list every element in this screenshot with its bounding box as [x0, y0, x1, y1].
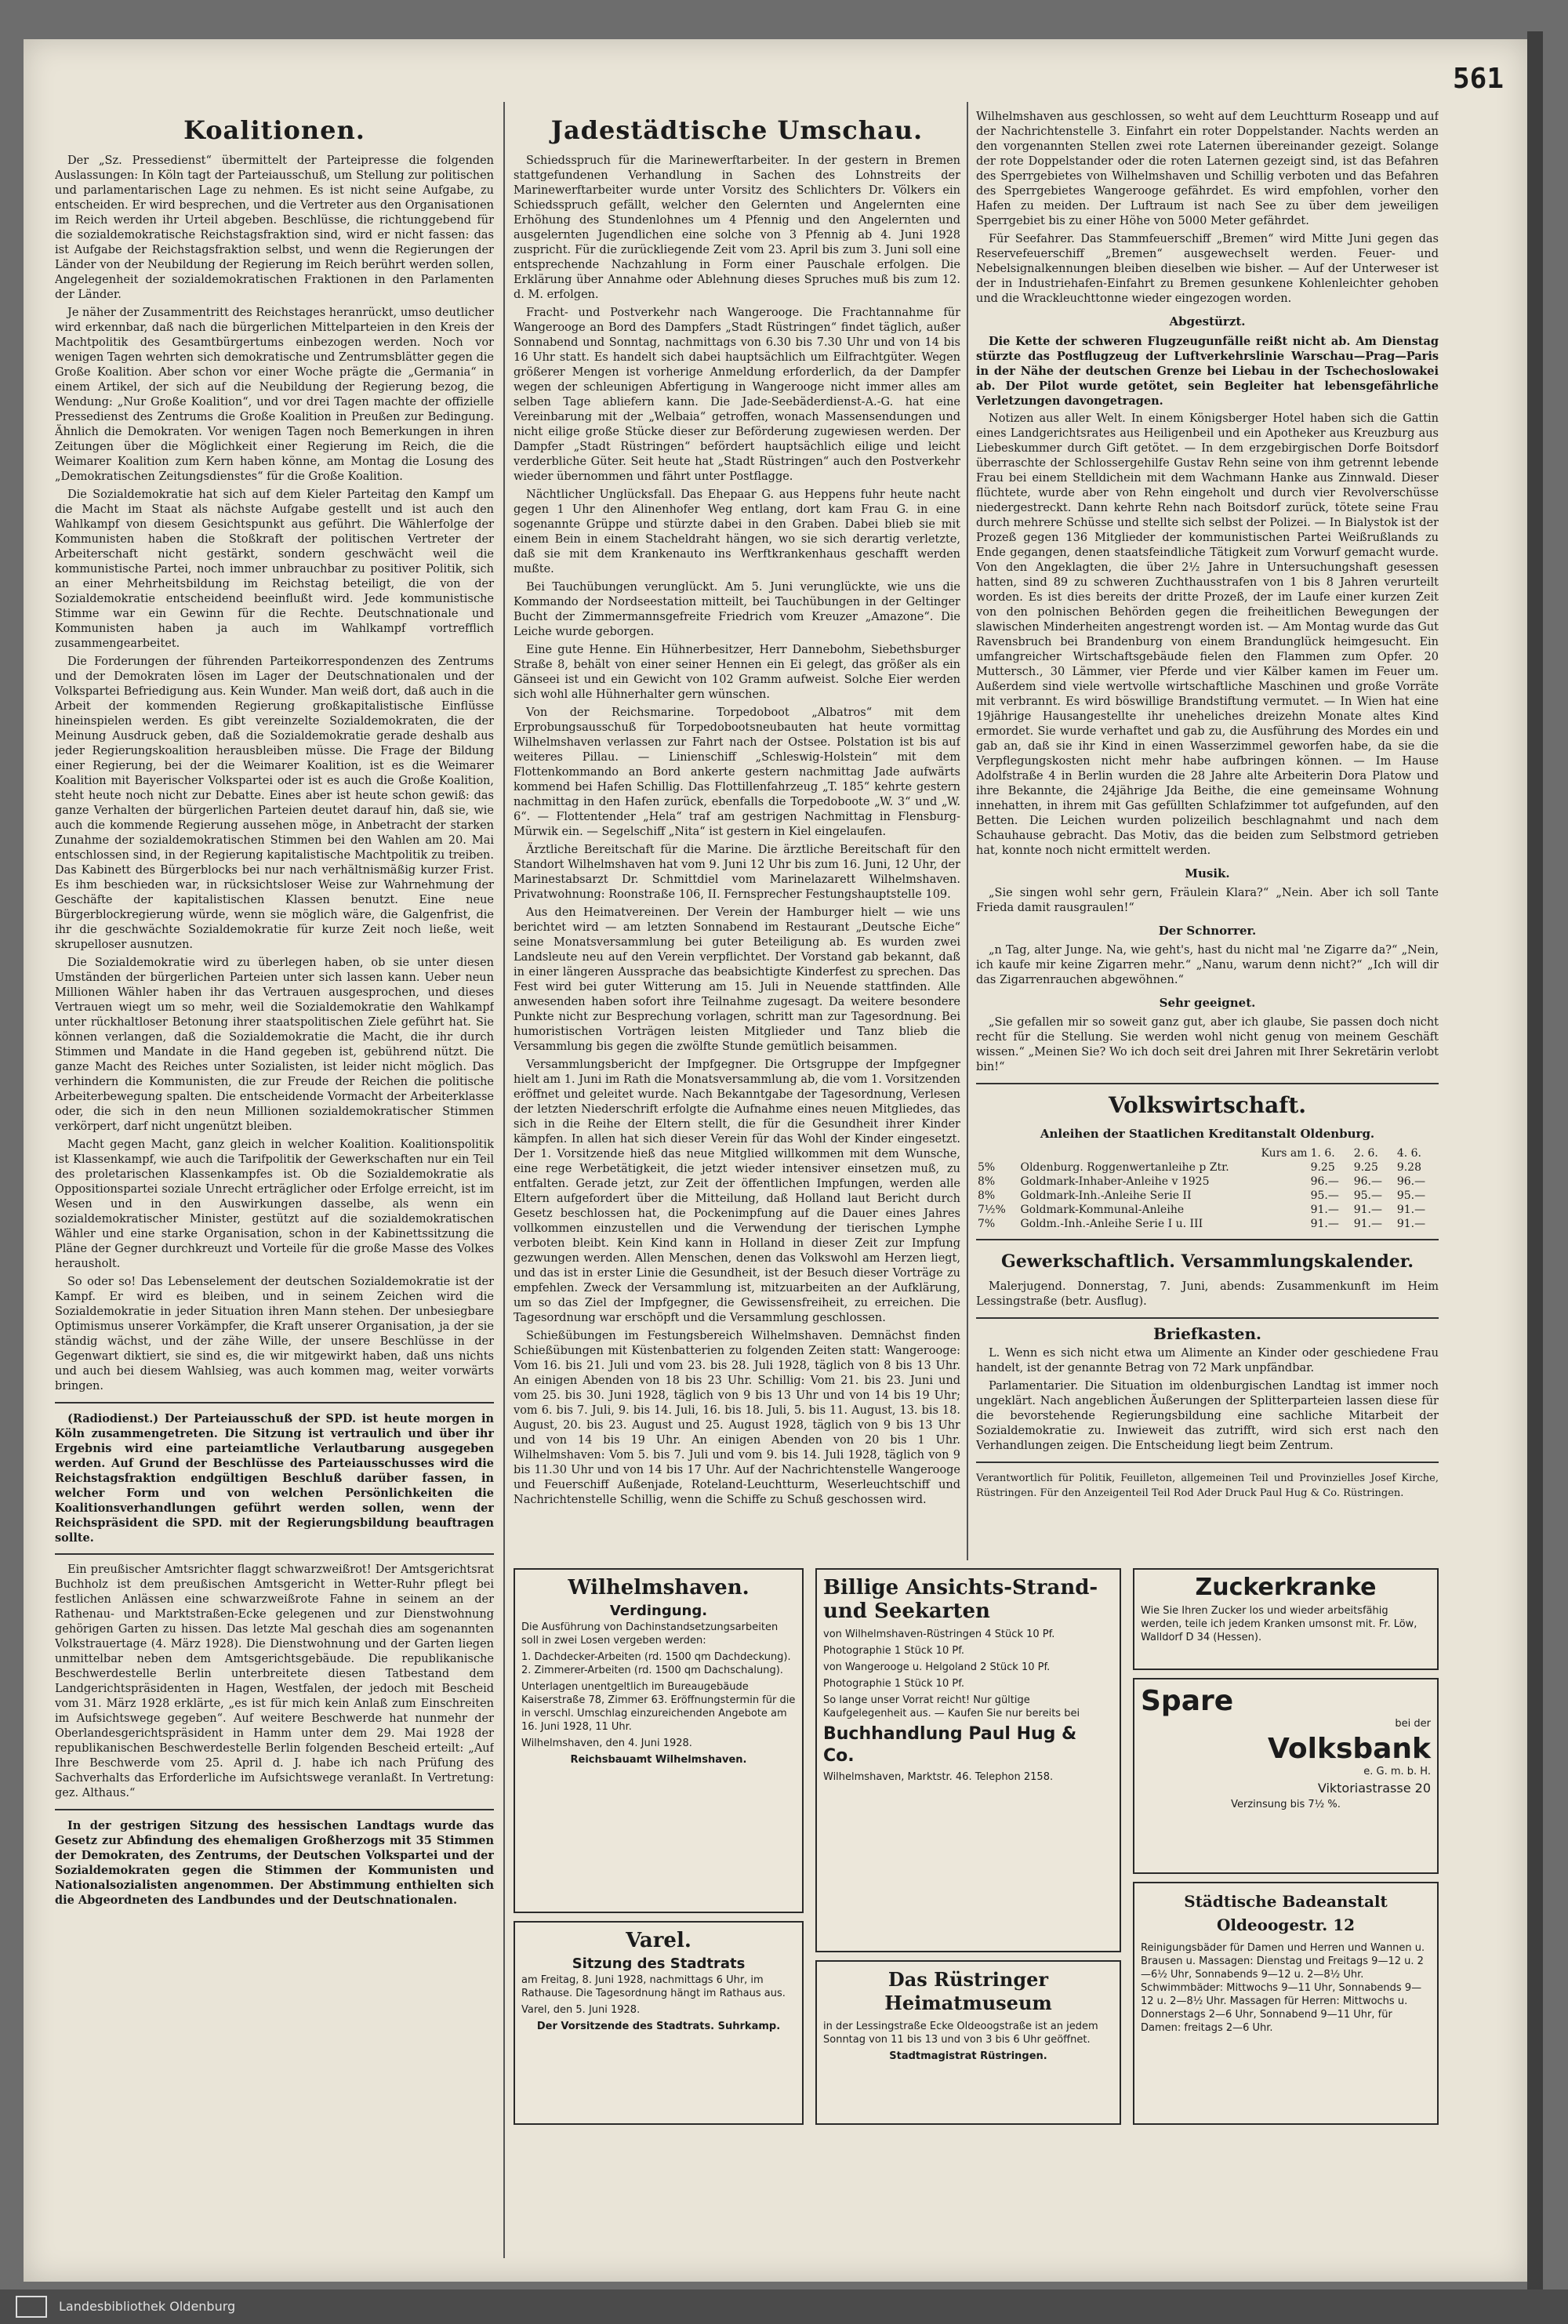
- column-three: [976, 110, 1439, 1560]
- table-row: [976, 1189, 1439, 1203]
- table-cell: 96.—: [1310, 1175, 1339, 1188]
- table-cell: 9.28: [1396, 1161, 1421, 1174]
- ad-zuckerkranke: [1133, 1568, 1439, 1670]
- column-jadestaedtische-umschau: [514, 110, 960, 1560]
- column-rule: [503, 102, 505, 2258]
- ad-text: Die Ausführung von Dachinstandsetzungsarbeiten soll in zwei Losen vergeben werden:: [521, 1621, 779, 1647]
- ad-date: Varel, den 5. Juni 1928.: [521, 2004, 641, 2016]
- table-cell: 91.—: [1353, 1218, 1382, 1230]
- ad-heimatmuseum: [815, 1960, 1121, 2125]
- article-paragraph: Parlamentarier. Die Situation im oldenburgischen Landtag ist immer noch ungeklärt. Nach angeblichen Äußerungen der Splitterparteien lassen diese für die bevorstehende Regierungsbildung eine sachliche Mitarbeit der Sozialdemokratie zu. Inwieweit das zutrifft, wird sich erst nach den Verhandlungen zeigen. Die Entscheidung liegt beim Zentrum.: [976, 1380, 1439, 1452]
- joke-paragraph: „n Tag, alter Junge. Na, wie geht's, hast du nicht mal 'ne Zigarre da?“ „Nein, ich kaufe mir keine Zigarren mehr.“ „Nanu, warum denn nicht?“ „Ich will dir das Zigarrenrauchen abgewöhnen.“: [976, 944, 1439, 986]
- ad-text: Photographie 1 Stück 10 Pf.: [823, 1678, 964, 1690]
- table-row: [976, 1146, 1439, 1160]
- ad-title: Wilhelmshaven.: [568, 1576, 750, 1600]
- article-paragraph: L. Wenn es sich nicht etwa um Alimente an Kinder oder geschiedene Frau handelt, ist der genannte Betrag von 72 Mark unpfändbar.: [976, 1347, 1439, 1374]
- table-cell: 7%: [978, 1218, 996, 1230]
- newspaper-page: [24, 39, 1527, 2282]
- table-cell: 91.—: [1353, 1204, 1382, 1216]
- ad-address: Viktoriastrasse 20: [1317, 1781, 1431, 1796]
- table-cell: 4. 6.: [1396, 1147, 1421, 1160]
- ad-firm: Buchhandlung Paul Hug & Co.: [823, 1724, 1077, 1766]
- table-cell: 1. 6.: [1310, 1147, 1335, 1160]
- ad-text: 1. Dachdecker-Arbeiten (rd. 1500 qm Dachdeckung). 2. Zimmerer-Arbeiten (rd. 1500 qm Dachschalung).: [521, 1651, 791, 1676]
- ad-title: Varel.: [626, 1929, 691, 1952]
- ad-text: Photographie 1 Stück 10 Pf.: [823, 1645, 964, 1657]
- article-paragraph: Von der Reichsmarine. Torpedoboot „Albatros“ mit dem Erprobungsausschuß für Torpedobootsneubauten hat heute vormittag Wilhelmshaven verlassen zur Fahrt nach der Ostsee. Polstation ist bis auf weiteres Pillau. — Linienschiff „Schleswig-Holstein“ mit dem Flottenkommando an Bord ankerte gestern nachmittag Jade aufwärts kommend bei Hafen Schillig. Das Flottillenfahrzeug „T. 185“ kehrte gestern nachmittag in den Hafen zurück, ebenfalls die Torpedoboote „W. 3“ und „W. 6“. — Flottentender „Hela“ traf am gestrigen Nachmittag in Flensburg-Mürwik ein. — Segelschiff „Nita“ ist gestern in Kiel eingelaufen.: [514, 706, 960, 838]
- article-paragraph: Notizen aus aller Welt. In einem Königsberger Hotel haben sich die Gattin eines Landgerichtsrates aus Heiligenbeil und ein Apotheker aus Kreuzburg aus Liebeskummer durch Gift getötet. — In dem erzgebirgischen Dorfe Boitsdorf überraschte der Schlossergehilfe Gustav Rehn seine von ihm getrennt lebende Frau bei einem Stelldichein mit dem Wachmann Hanke aus Zinnwald. Dieser flüchtete, wurde aber von Rehn eingeholt und durch vier Revolverschüsse niedergestreckt. Dann kehrte Rehn nach Boitsdorf zurück, tötete seine Frau durch mehrere Schüsse und stellte sich selbst der Polizei. — In Bialystok ist der Prozeß gegen 136 Mitglieder der kommunistischen Partei Weißrußlands zu Ende gegangen, denen staatsfeindliche Tätigkeit zum Vorwurf gemacht wurde. Von den Angeklagten, die über 2½ Jahre in Untersuchungshaft gesessen hatten, sind 89 zu schweren Zuchthausstrafen von 1 bis 8 Jahren verurteilt worden. Es ist dies bereits der dritte Prozeß, der im Laufe einer kurzen Zeit von den polnischen Behörden gegen die freiheitlichen Bewegungen der slawischen Minderheiten angestrengt worden ist. — Am Montag wurde das Gut Ravensbruch bei Brandenburg von einem Brandunglück heimgesucht. Ein umfangreicher Wirtschaftsgebäude fielen den Flammen zum Opfer. 20 Muttersch., 30 Lämmer, vier Pferde und vier Kälber kamen im Feuer um. Außerdem sind viele wertvolle wirtschaftliche Maschinen und große Vorräte mit verbrannt. Es wird böswillige Brandstiftung vermutet. — In Wien hat eine 19jährige Hausangestellte ihr uneheliches dreizehn Monate altes Kind ermordet. Sie wurde verhaftet und gab zu, die Ausführung des Mordes ein und gab an, daß sie ihr Kind in einen Wasserzimmel geworfen habe, da sie die Verpflegungskosten nicht mehr habe aufbringen können. — Im Hause Adolfstraße 4 in Berlin wurden die 28 Jahre alte Arbeiterin Dora Platow und ihre Bekannte, die 24jährige Jda Beithe, die eine gemeinsame Wohnung innehatten, in ihrem mit Gas gefüllten Schlafzimmer tot aufgefunden, auf den Betten. Die Leichen wurden polizeilich beschlagnahmt und nach dem Schauhause gebracht. Das Motiv, das die beiden zum Selbstmord getrieben hat, konnte noch nicht ermittelt werden.: [976, 412, 1439, 857]
- heading-volkswirtschaft: Volkswirtschaft.: [1108, 1092, 1307, 1118]
- table-cell: 2. 6.: [1353, 1147, 1378, 1160]
- ad-text: So lange unser Vorrat reicht! Nur gültige Kaufgelegenheit aus. — Kaufen Sie nur bereits bei: [823, 1694, 1080, 1719]
- table-cell: 91.—: [1396, 1218, 1426, 1230]
- ad-volksbank: [1133, 1678, 1439, 1874]
- library-logo-icon: [16, 2296, 47, 2318]
- ad-spare: Spare: [1141, 1685, 1234, 1717]
- table-cell: 8%: [978, 1175, 996, 1188]
- table-cell: 96.—: [1396, 1175, 1426, 1188]
- joke-paragraph: „Sie gefallen mir so soweit ganz gut, aber ich glaube, Sie passen doch nicht recht für die Stellung. Sie werden wohl nicht genug von meinem Geschäft wissen.“ „Meinen Sie? Wo ich doch seit drei Jahren mit Ihrer Sekretärin verlobt bin!“: [976, 1016, 1439, 1073]
- article-paragraph: Malerjugend. Donnerstag, 7. Juni, abends: Zusammenkunft im Heim Lessingstraße (betr. Ausflug).: [976, 1280, 1439, 1308]
- table-cell: Oldenburg. Roggenwertanleihe p Ztr.: [1020, 1161, 1229, 1174]
- ad-text: bei der: [1395, 1718, 1431, 1730]
- article-paragraph: Nächtlicher Unglücksfall. Das Ehepaar G. aus Heppens fuhr heute nacht gegen 1 Uhr den Alinenhofer Weg entlang, dort kam Frau G. in eine sogenannte Grüppe und stürzte dabei in den Graben. Dabei blieb sie mit einem Bein in einem Stacheldraht hängen, wo sie sich derartig verletzte, daß sie mit dem Krankenauto ins Werftkrankenhaus geschafft werden mußte.: [514, 488, 960, 576]
- ad-text: Unterlagen unentgeltlich im Bureaugebäude Kaiserstraße 78, Zimmer 63. Eröffnungstermin für die in verschl. Umschlag einzureichenden Angebote am 16. Juni 1928, 11 Uhr.: [521, 1681, 796, 1733]
- divider: [976, 1317, 1439, 1319]
- ad-title: Billige Ansichts-Strand- und Seekarten: [823, 1576, 1098, 1623]
- imprint: Verantwortlich für Politik, Feuilleton, allgemeinen Teil und Provinzielles Josef Kirche, Rüstringen. Für den Anzeigenteil Teil Rod Ader Druck Paul Hug & Co. Rüstringen.: [976, 1472, 1439, 1499]
- heading-schnorrer: Der Schnorrer.: [1158, 924, 1257, 938]
- headline-koalitionen: Koalitionen.: [183, 115, 365, 145]
- column-rule: [967, 102, 968, 1560]
- table-cell: 91.—: [1310, 1218, 1339, 1230]
- ad-title: Zuckerkranke: [1195, 1574, 1377, 1601]
- divider: [55, 1809, 494, 1810]
- library-name: Landesbibliothek Oldenburg: [59, 2299, 236, 2314]
- ad-signature: Stadtmagistrat Rüstringen.: [889, 2050, 1047, 2062]
- article-paragraph: Der „Sz. Pressedienst“ übermittelt der Parteipresse die folgenden Auslassungen: In Köln tagt der Parteiausschuß, um Stellung zur politischen und parlamentarischen Lage zu nehmen. Es ist nicht seine Aufgabe, zu entscheiden. Er wird besprechen, und die Vertreter aus den Organisationen im Reich werden ihr Urteil abgeben. Beschlüsse, die richtunggebend für die sozialdemokratische Reichstagsfraktion sind, wird er nicht fassen: das ist Aufgabe der Reichstagsfraktion selbst, und wenn die Regierungen der Länder von der Neubildung der Regierung im Reich berührt werden sollen, Angelegenheit der sozialdemokratischen Fraktionen in den Parlamenten der Länder.: [55, 154, 494, 301]
- advertisement-section: [514, 1568, 1439, 2258]
- ad-text: Verzinsung bis 7½ %.: [1231, 1799, 1341, 1810]
- table-cell: 95.—: [1353, 1189, 1382, 1202]
- article-paragraph-bold: Die Kette der schweren Flugzeugunfälle reißt nicht ab. Am Dienstag stürzte das Postflugzeug der Luftverkehrslinie Warschau—Prag—Paris in der Nähe der deutschen Grenze bei Liebau in der Tschechoslowakei ab. Der Pilot wurde getötet, sein Begleiter hat lebensgefährliche Verletzungen davongetragen.: [976, 335, 1439, 408]
- divider: [55, 1402, 494, 1403]
- table-row: [976, 1175, 1439, 1189]
- table-cell: 9.25: [1353, 1161, 1378, 1174]
- ad-text: von Wilhelmshaven-Rüstringen 4 Stück 10 Pf.: [823, 1629, 1055, 1640]
- ad-text: Wie Sie Ihren Zucker los und wieder arbeitsfähig werden, teile ich jedem Kranken umsonst mit. Fr. Löw, Walldorf D 34 (Hessen).: [1141, 1605, 1417, 1643]
- article-paragraph: Die Forderungen der führenden Parteikorrespondenzen des Zentrums und der Demokraten lösen im Lager der Deutschnationalen und der Volkspartei Befriedigung aus. Kein Wunder. Man weiß dort, daß auch in die Arbeit der kommenden Regierung großkapitalistische Einflüsse hineinspielen werden. Es gibt vereinzelte Sozialdemokraten, die der Meinung Ausdruck geben, daß die Sozialdemokratie gerade deshalb aus jeder Regierungskoalition herausbleiben müsse. Die Frage der Bildung einer Regierung, bei der die Weimarer Koalition, ist es die Weimarer Koalition mit Bayerischer Volkspartei oder ist es auch die Große Koalition, steht heute noch nicht zur Debatte. Eines aber ist heute schon gewiß: das ganze Verhalten der bürgerlichen Parteien deutet darauf hin, daß sie, wie auch die kommende Regierung aussehen möge, in Anbetracht der starken Zunahme der sozialdemokratischen Stimmen bei den Wahlen am 20. Mai entschlossen sind, in der Regierung kapitalistische Machtpolitik zu treiben. Das Kabinett des Bürgerblocks bei nur nach verhältnismäßig kurzer Frist. Es ihm beschieden war, in rücksichtsloser Weise zur Wahrnehmung der Geschäfte der kapitalistischen Klassen benutzt. Eine neue Bürgerblockregierung würde, wenn sie möglich wäre, die Galgenfrist, die ihr die geschwächte Sozialdemokratie für kurze Zeit noch ließe, weit skrupelloser ausnutzen.: [55, 655, 494, 951]
- ad-ansichtskarten: [815, 1568, 1121, 1952]
- article-paragraph: Wilhelmshaven aus geschlossen, so weht auf dem Leuchtturm Roseapp und auf der Nachrichtenstelle 3. Einfahrt ein roter Doppelstander. Nachts werden an den vorgenannten Stellen zwei rote Laternen übereinander gezeigt. Solange der rote Doppelstander oder die roten Laternen gezeigt sind, ist das Befahren des Sperrgebietes von Wilhelmshaven und Schillig verboten und das Befahren des Sperrgebietes Wangerooge gefährdet. Es wird empfohlen, vorher den Hafen zu meiden. Der Luftraum ist nach See zu über dem jeweiligen Sperrgebiet bis zu einer Höhe von 5000 Meter gefährdet.: [976, 111, 1439, 227]
- column-koalitionen: [55, 110, 494, 2250]
- article-paragraph: Die Sozialdemokratie wird zu überlegen haben, ob sie unter diesen Umständen der bürgerlichen Parteien unter sich lassen kann. Ueber neun Millionen Wähler haben ihr das Vertrauen ausgesprochen, und dieses Vertrauen wiegt um so mehr, weil die Sozialdemokratie den Wahlkampf unter rückhaltloser Betonung ihrer staatspolitischen Ziele geführt hat. Sie können verlangen, daß die Sozialdemokratie die Macht, die ihr durch Stimmen und Mandate in die Hand gegeben ist, gebührend nützt. Die ganze Macht des Reiches unter Sozialisten, ist leider nicht möglich. Das verhindern die Kommunisten, die zur Freude der Reichen die politische Arbeiterbewegung spalten. Die entscheidende Vormacht der Arbeiterklasse oder, die sich in den neun Millionen sozialdemokratischer Stimmen verkörpert, darf nicht ungenützt bleiben.: [55, 957, 494, 1133]
- ad-text: von Wangerooge u. Helgoland 2 Stück 10 Pf.: [823, 1661, 1051, 1673]
- article-paragraph-bold: (Radiodienst.) Der Parteiausschuß der SPD. ist heute morgen in Köln zusammengetreten. Die Sitzung ist vertraulich und über ihr Ergebnis wird eine parteiamtliche Verlautbarung ausgegeben werden. Auf Grund der Beschlüsse des Parteiausschusses wird die Reichstagsfraktion endgültigen Beschluß darüber fassen, in welcher Form und von welchen Persönlichkeiten die Koalitionsverhandlungen geführt werden sollen, wenn der Reichspräsident die SPD. mit der Regierungsbildung beauftragen sollte.: [55, 1412, 494, 1545]
- table-cell: 7½%: [978, 1204, 1006, 1216]
- table-cell: Goldmark-Kommunal-Anleihe: [1020, 1204, 1185, 1216]
- table-row: [976, 1217, 1439, 1231]
- ad-title: Das Rüstringer Heimatmuseum: [884, 1968, 1052, 2014]
- article-paragraph: So oder so! Das Lebenselement der deutschen Sozialdemokratie ist der Kampf. Er wird es bleiben, und in seinem Zeichen wird die Sozialdemokratie in jeder Situation ihren Mann stehen. Der unbesiegbare Optimismus unserer Vorkämpfer, die Kraft unserer Organisation, ja der sie ständig wächst, und der zähe Wille, der unsere Beschlüsse in der Gegenwart diktiert, sie sind es, die wir mitgewirkt haben, daß uns nichts und auch bei diesem Wahlsieg, was auch kommen mag, weiter vorwärts bringen.: [55, 1276, 494, 1393]
- article-paragraph: Aus den Heimatvereinen. Der Verein der Hamburger hielt — wie uns berichtet wird — am letzten Sonnabend im Restaurant „Deutsche Eiche“ seine Monatsversammlung bei guter Beteiligung ab. Es wurden zwei Landsleute neu auf den Verein verpflichtet. Der Vorstand gab bekannt, daß in einer längeren Aussprache das beabsichtigte Kinderfest zu sprechen. Das Fest wird bei guter Witterung am 15. Juli in Neuende stattfinden. Alle anwesenden haben sofort ihre Teilnahme zugesagt. Da weitere besondere Punkte nicht zur Besprechung vorlagen, schritt man zur Tagesordnung. Bei humoristischen Vorträgen leisten Mitglieder und Tanz blieb die Versammlung bis gegen die zwölfte Stunde gemütlich beisammen.: [514, 906, 960, 1053]
- table-cell: 91.—: [1396, 1204, 1426, 1216]
- article-paragraph: Eine gute Henne. Ein Hühnerbesitzer, Herr Dannebohm, Siebethsburger Straße 8, behält von einer seiner Hennen ein Ei gelegt, das größer als ein Gänseei ist und ein Gewicht von 102 Gramm aufweist. Solche Eier werden sich wohl alle Hühnerhalter gern wünschen.: [514, 644, 960, 701]
- ad-text: e. G. m. b. H.: [1363, 1766, 1431, 1777]
- article-paragraph: Schiedsspruch für die Marinewerftarbeiter. In der gestern in Bremen stattgefundenen Verhandlung in Sachen des Lohnstreits der Marinewerftarbeiter wurde unter Vorsitz des Schlichters Dr. Völkers ein Schiedsspruch gefällt, welcher den Gelernten und Angelernten eine Erhöhung des Stundenlohnes um 4 Pfennig und den Angelernten und ausgelernten Jugendlichen eine solche von 3 Pfennig ab 4. Juni 1928 zuspricht. Für die zurückliegende Zeit vom 23. April bis zum 3. Juni soll eine entsprechende Nachzahlung in Form einer Pauschale erfolgen. Die Erklärung über Annahme oder Ablehnung dieses Spruches muß bis zum 12. d. M. erfolgen.: [514, 154, 960, 301]
- heading-gewerkschaft: Gewerkschaftlich. Versammlungskalender.: [1000, 1251, 1414, 1272]
- table-cell: Goldm.-Inh.-Anleihe Serie I u. III: [1020, 1218, 1203, 1230]
- table-cell: 9.25: [1310, 1161, 1335, 1174]
- ad-text: am Freitag, 8. Juni 1928, nachmittags 6 Uhr, im Rathause. Die Tagesordnung hängt im Rathaus aus.: [521, 1974, 786, 1999]
- table-cell: [976, 1146, 1018, 1160]
- table-cell: 96.—: [1353, 1175, 1382, 1188]
- article-paragraph: Ärztliche Bereitschaft für die Marine. Die ärztliche Bereitschaft für den Standort Wilhelmshaven hat vom 9. Juni 12 Uhr bis zum 16. Juni, 12 Uhr, der Marinestabsarzt Dr. Schmittdiel vom Marinelazarett Wilhelmshaven. Privatwohnung: Roonstraße 106, II. Fernsprecher Festungshauptstelle 109.: [514, 844, 960, 901]
- heading-briefkasten: Briefkasten.: [1153, 1324, 1261, 1343]
- ad-text: Reinigungsbäder für Damen und Herren und Wannen u. Brausen u. Massagen: Dienstag und Freitags 9—12 u. 2—6½ Uhr, Sonnabends 9—12 u. 2—8½ Uhr. Schwimmbäder: Mittwochs 9—11 Uhr, Sonnabends 9—12 u. 2—8½ Uhr. Massagen für Herren: Mittwochs u. Donnerstags 2—6 Uhr, Sonnabend 9—11 Uhr, für Damen: freitags 2—6 Uhr.: [1141, 1942, 1425, 2034]
- ad-signature: Der Vorsitzende des Stadtrats. Suhrkamp.: [536, 2021, 781, 2032]
- divider: [55, 1553, 494, 1555]
- divider: [976, 1083, 1439, 1084]
- heading-abgesturzt: Abgestürzt.: [1169, 314, 1246, 329]
- binding-edge: [1527, 31, 1543, 2290]
- table-cell: 8%: [978, 1189, 996, 1202]
- heading-geeignet: Sehr geeignet.: [1159, 996, 1256, 1010]
- ad-badeanstalt: [1133, 1882, 1439, 2125]
- ad-signature: Reichsbauamt Wilhelmshaven.: [570, 1754, 747, 1766]
- article-paragraph: Versammlungsbericht der Impfgegner. Die Ortsgruppe der Impfgegner hielt am 1. Juni im Rath die Monatsversammlung ab, die vom 1. Vorsitzenden eröffnet und geleitet wurde. Nach Bekanntgabe der Tagesordnung, Verlesen der letzten Niederschrift erfolgte die Aufnahme eines neuen Mitgliedes, das sich in die Reihe der Eltern stellt, die für die Gesundheit ihrer Kinder kämpfen. In allen hat sich dieser Verein für das Wohl der Kinder eingesetzt. Der 1. Vorsitzende hieß das neue Mitglied willkommen mit dem Wunsche, eine rege Werbetätigkeit, die jetzt wieder intensiver einsetzen muß, zu entfalten. Gerade jetzt, zur Zeit der öffentlichen Impfungen, werden alle Eltern aufgefordert über die Mitteilung, daß Holland laut Bericht durch Gesetz beschlossen hat, die Pockenimpfung auf die Dauer eines Jahres vollkommen einzustellen und die Verwendung der tierischen Lymphe verboten bleibt. Kein Kind kann in Holland in dieser Zeit zur Impfung gezwungen werden. Allen Menschen, denen das Volkswohl am Herzen liegt, und das ist in erster Linie die Gesundheit, ist der Besuch dieser Vorträge zu empfehlen. Zweck der Versammlung ist, mitzuarbeiten an der Aufklärung, um so das Ziel der Impfgegner, die Gewissensfreiheit, zu erreichen. Die Tagesordnung war erschöpft und die Versammlung geschlossen.: [514, 1059, 960, 1324]
- divider: [976, 1462, 1439, 1463]
- divider: [976, 1239, 1439, 1240]
- library-footer: [0, 2290, 1568, 2324]
- ad-subtitle: Verdingung.: [609, 1603, 708, 1619]
- headline-umschau: Jadestädtische Umschau.: [550, 115, 924, 145]
- ad-varel: [514, 1921, 804, 2125]
- ad-subtitle: Sitzung des Stadtrats: [572, 1955, 746, 1972]
- article-paragraph: Ein preußischer Amtsrichter flaggt schwarzweißrot! Der Amtsgerichtsrat Buchholz ist dem preußischen Amtsgericht in Wetter-Ruhr pflegt bei festlichen Anlässen eine schwarzweißrote Fahne in seinem an der Rathenau- und Marktstraßen-Ecke gelegenen und zur Dienstwohnung gehörigen Garten zu hissen. Das letzte Mal geschah dies am sogenannten Volkstrauertage (4. März 1928). Die Dienstwohnung und der Garten liegen unmittelbar neben dem Amtsgerichtsgebäude. Die republikanische Beschwerdestelle Berlin unterbreitete diesen Tatbestand dem Landgerichtspräsidenten in Hagen, Westfalen, der jedoch mit Bescheid vom 31. März 1928 erklärte, „es ist für mich kein Anlaß zum Einschreiten im Aufsichtswege gegeben“. Auf weitere Beschwerde hat nunmehr der Oberlandesgerichtspräsident in Hamm unter dem 29. Mai 1928 der republikanischen Beschwerdestelle Berlin folgenden Bescheid erteilt: „Auf Ihre Beschwerde vom 25. April d. J. habe ich nach Prüfung des Sachverhalts das Erforderliche im Aufsichtswege veranlaßt. In Vertretung: gez. Althaus.“: [55, 1563, 494, 1799]
- page-number: 561: [1452, 63, 1504, 95]
- ad-address: Wilhelmshaven, Marktstr. 46. Telephon 2158.: [823, 1771, 1054, 1783]
- ad-volksbank-name: Volksbank: [1268, 1733, 1431, 1765]
- article-paragraph: Je näher der Zusammentritt des Reichstages heranrückt, umso deutlicher wird erkennbar, daß nach die bürgerlichen Mittelparteien in den Kreis der Machtpolitik des Gesamtbürgertums einbezogen werden. Noch vor wenigen Tagen wehrten sich demokratische und Zentrumsblätter gegen die Große Koalition. Aber schon vor einer Woche prägte die „Germania“ in einem Artikel, der sich auf die Neubildung der Regierung bezog, die Wendung: „Nur Große Koalition“, und vor drei Tagen machte der offizielle Pressedienst des Zentrums die Große Koalition in Preußen zur Bedingung. Ähnlich die Demokraten. Vor wenigen Tagen noch Bemerkungen in ihren Zeitungen über die Möglichkeit einer Regierung im Reich, die die Weimarer Koalition zum Kern haben könne, am Montag die Losung des „Demokratischen Zeitungsdienstes“ für die Große Koalition.: [55, 307, 494, 483]
- ad-title: Städtische Badeanstalt Oldeoogestr. 12: [1184, 1892, 1388, 1934]
- table-cell: Kurs am: [1261, 1147, 1308, 1160]
- ad-date: Wilhelmshaven, den 4. Juni 1928.: [521, 1738, 692, 1749]
- article-paragraph: Schießübungen im Festungsbereich Wilhelmshaven. Demnächst finden Schießübungen mit Küstenbatterien zu folgenden Zeiten statt: Wangerooge: Vom 16. bis 21. Juli und vom 23. bis 28. Juli 1928, täglich von 8 bis 13 Uhr. An einigen Abenden von 18 bis 23 Uhr. Schillig: Vom 21. bis 23. Juni und vom 25. bis 30. Juni 1928, täglich von 9 bis 13 Uhr und von 14 bis 19 Uhr; vom 6. bis 7. Juli, 9. bis 14. Juli, 16. bis 18. Juli, 5. bis 11. August, 13. bis 18. August, 20. bis 23. August und 25. August 1928, täglich von 9 bis 13 Uhr und von 14 bis 19 Uhr. An einigen Abenden von 20 bis 1 Uhr. Wilhelmshaven: Vom 5. bis 7. Juli und vom 9. bis 14. Juli 1928, täglich von 9 bis 11.30 Uhr und von 14 bis 17 Uhr. Auf der Nachrichtenstelle Wangerooge und Feuerschiff Außenjade, Roteland-Leuchtturm, Weserleuchtschiff und Nachrichtenstelle Schillig, wenn die Schiffe zu Schuß geschossen wird.: [514, 1330, 960, 1506]
- table-cell: 5%: [978, 1161, 996, 1174]
- ad-text: in der Lessingstraße Ecke Oldeoogstraße ist an jedem Sonntag von 11 bis 13 und von 3 bis 6 Uhr geöffnet.: [823, 2021, 1098, 2046]
- article-paragraph: Fracht- und Postverkehr nach Wangerooge. Die Frachtannahme für Wangerooge an Bord des Dampfers „Stadt Rüstringen“ findet täglich, außer Sonnabend und Sonntag, nachmittags von 6.30 bis 7.30 Uhr und von 14 bis 16 Uhr statt. Es handelt sich dabei hauptsächlich um Eilfrachtgüter. Wegen größerer Mengen ist vorherige Anmeldung erforderlich, da der Dampfer wegen der schleunigen Abfertigung in Wangerooge nicht immer alles am selben Tage abliefern kann. Die Jade-Seebäderdienst-A.-G. hat eine Vereinbarung mit der „Welbaia“ getroffen, wonach Massensendungen und nicht eilige große Stücke dieser zur Beförderung zugewiesen werden. Der Dampfer „Stadt Rüstringen“ befördert hauptsächlich eilige und leicht verderbliche Güter. Seit heute hat „Stadt Rüstringen“ auch den Postverkehr wieder übernommen und fährt unter Postflagge.: [514, 307, 960, 483]
- article-paragraph: Macht gegen Macht, ganz gleich in welcher Koalition. Koalitionspolitik ist Klassenkampf, wie auch die Tarifpolitik der Gewerkschaften nur ein Teil des proletarischen Klassenkampfes ist. Ob die Sozialdemokratie als Oppositionspartei soziale Unrecht erträglicher oder Erfolge erreicht, ist im Wesen und in den Auswirkungen dasselbe, als wenn ein sozialdemokratischer Minister, gestützt auf die sozialdemokratischen Wähler und eine starke Organisation, schon in der Kabinettssitzung die Pläne der Gegner durchkreuzt und Vorteile für die große Masse des Volkes herausholt.: [55, 1138, 494, 1270]
- table-cell: 95.—: [1396, 1189, 1426, 1202]
- article-paragraph-bold: In der gestrigen Sitzung des hessischen Landtags wurde das Gesetz zur Abfindung des ehemaligen Großherzogs mit 35 Stimmen der Demokraten, des Zentrums, der Deutschen Volkspartei und der Sozialdemokraten gegen die Stimmen der Kommunisten und Nationalsozialisten angenommen. Der Abstimmung enthielten sich die Abgeordneten des Landbundes und der Deutschnationalen.: [55, 1819, 494, 1907]
- ad-wilhelmshaven: [514, 1568, 804, 1913]
- table-cell: Goldmark-Inhaber-Anleihe v 1925: [1020, 1175, 1210, 1188]
- table-row: [976, 1203, 1439, 1217]
- table-row: [976, 1160, 1439, 1175]
- table-cell: 91.—: [1310, 1204, 1339, 1216]
- heading-anleihen: Anleihen der Staatlichen Kreditanstalt Oldenburg.: [1040, 1127, 1375, 1141]
- heading-musik: Musik.: [1185, 866, 1230, 881]
- article-paragraph: Für Seefahrer. Das Stammfeuerschiff „Bremen“ wird Mitte Juni gegen das Reservefeuerschiff „Bremen“ ausgewechselt werden. Feuer- und Nebelsignalkennungen bleiben dieselben wie bisher. — Auf der Unterweser ist der in Industriehafen-Einfahrt zu Bremen gesunkene Kohlenleichter gehoben und die Wrackleuchttonne wieder eingezogen worden.: [976, 233, 1439, 305]
- table-cell: 95.—: [1310, 1189, 1339, 1202]
- article-paragraph: Die Sozialdemokratie hat sich auf dem Kieler Parteitag den Kampf um die Macht im Staat als nächste Aufgabe gestellt und ist auch den Wahlkampf von diesem Gesichtspunkt aus geführt. Die Wählerfolge der Kommunisten haben die Stoßkraft der politischen Vertreter der Arbeiterschaft nicht gestärkt, sondern geschwächt weil die kommunistische Partei, noch immer unbrauchbar zu positiver Politik, sich an einer Mehrheitsbildung im Reichstag beteiligt, die von der Sozialdemokratie entscheidend beeinflußt wird. Jede kommunistische Stimme war ein Gewinn für die Rechte. Deutschnationale und Kommunisten haben ja auch im Wahlkampf vortrefflich zusammengearbeitet.: [55, 488, 494, 650]
- table-cell: Goldmark-Inh.-Anleihe Serie II: [1020, 1189, 1192, 1202]
- article-paragraph: Bei Tauchübungen verunglückt. Am 5. Juni verunglückte, wie uns die Kommando der Nordseestation mitteilt, bei Tauchübungen in der Geltinger Bucht der Zimmermannsgefreite Friedrich vom Kreuzer „Amazone“. Die Leiche wurde geborgen.: [514, 581, 960, 638]
- kurs-table: [976, 1146, 1439, 1231]
- joke-paragraph: „Sie singen wohl sehr gern, Fräulein Klara?“ „Nein. Aber ich soll Tante Frieda damit rausgraulen!“: [976, 887, 1439, 914]
